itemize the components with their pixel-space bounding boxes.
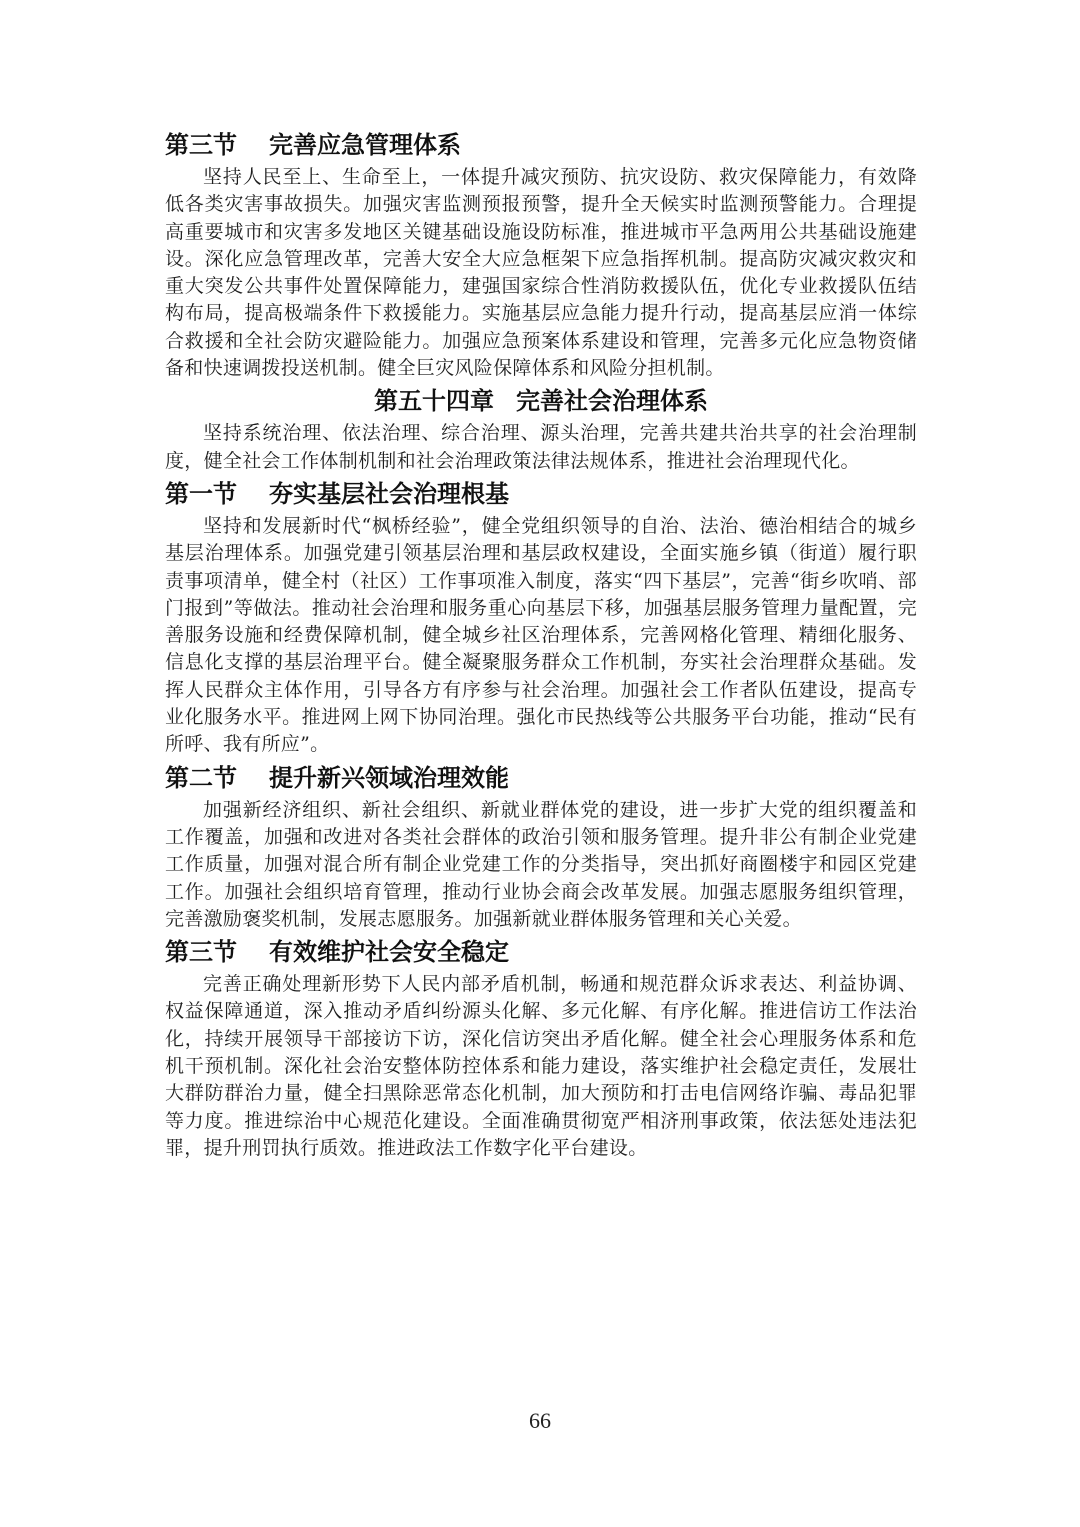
section-title: 夯实基层社会治理根基 [269, 479, 509, 508]
section-heading [165, 759, 917, 797]
document-page [165, 126, 917, 1162]
section-heading [165, 933, 917, 971]
body-paragraph: 完善正确处理新形势下人民内部矛盾机制，畅通和规范群众诉求表达、利益协调、权益保障通道，深入推动矛盾纠纷源头化解、多元化解、有序化解。推进信访工作法治化，持续开展领导干部接访下访，深化信访突出矛盾化解。健全社会心理服务体系和危机干预机制。深化社会治安整体防控体系和能力建设，落实维护社会稳定责任，发展壮大群防群治力量，健全扫黑除恶常态化机制，加大预防和打击电信网络诈骗、毒品犯罪等力度。推进综治中心规范化建设。全面准确贯彻宽严相济刑事政策，依法惩处违法犯罪，提升刑罚执行质效。推进政法工作数字化平台建设。 [165, 973, 917, 1159]
section-title: 完善应急管理体系 [269, 131, 461, 159]
chapter-heading [165, 382, 917, 420]
body-paragraph: 加强新经济组织、新社会组织、新就业群体党的建设，进一步扩大党的组织覆盖和工作覆盖，加强和改进对各类社会群体的政治引领和服务管理。提升非公有制企业党建工作质量，加强对混合所有制企业党建工作的分类指导，突出抓好商圈楼宇和园区党建工作。加强社会组织培育管理，推动行业协会商会改革发展。加强志愿服务组织管理，完善激励褒奖机制，发展志愿服务。加强新就业群体服务管理和关心关爱。 [165, 798, 917, 930]
section-heading [165, 126, 917, 164]
body-paragraph: 坚持和发展新时代“枫桥经验”，健全党组织领导的自治、法治、德治相结合的城乡基层治理体系。加强党建引领基层治理和基层政权建设，全面实施乡镇（街道）履行职责事项清单，健全村（社区）工作事项准入制度，落实“四下基层”，完善“街乡吹哨、部门报到”等做法。推动社会治理和服务重心向基层下移，加强基层服务管理力量配置，完善服务设施和经费保障机制，健全城乡社区治理体系，完善网格化管理、精细化服务、信息化支撑的基层治理平台。健全凝聚服务群众工作机制，夯实社会治理群众基础。发挥人民群众主体作用，引导各方有序参与社会治理。加强社会工作者队伍建设，提高专业化服务水平。推进网上网下协同治理。强化市民热线等公共服务平台功能，推动“民有所呼、我有所应”。 [165, 514, 917, 756]
chapter-title: 完善社会治理体系 [516, 387, 708, 416]
section-number: 第三节 [165, 131, 237, 159]
chapter-number: 第五十四章 [374, 387, 494, 416]
section-title: 提升新兴领域治理效能 [269, 763, 509, 792]
section-number: 第一节 [165, 479, 237, 508]
body-paragraph: 坚持系统治理、依法治理、综合治理、源头治理，完善共建共治共享的社会治理制度，健全社会工作体制机制和社会治理政策法律法规体系，推进社会治理现代化。 [165, 422, 917, 472]
page-number: 66 [529, 1408, 551, 1433]
section-number: 第三节 [165, 938, 237, 967]
section-heading [165, 475, 917, 513]
body-paragraph: 坚持人民至上、生命至上，一体提升减灾预防、抗灾设防、救灾保障能力，有效降低各类灾害事故损失。加强灾害监测预报预警，提升全天候实时监测预警能力。合理提高重要城市和灾害多发地区关键基础设施设防标准，推进城市平急两用公共基础设施建设。深化应急管理改革，完善大安全大应急框架下应急指挥机制。提高防灾减灾救灾和重大突发公共事件处置保障能力，建强国家综合性消防救援队伍，优化专业救援队伍结构布局，提高极端条件下救援能力。实施基层应急能力提升行动，提高基层应消一体综合救援和全社会防灾避险能力。加强应急预案体系建设和管理，完善多元化应急物资储备和快速调拨投送机制。健全巨灾风险保障体系和风险分担机制。 [165, 166, 917, 380]
section-number: 第二节 [165, 763, 237, 792]
section-title: 有效维护社会安全稳定 [269, 938, 509, 967]
